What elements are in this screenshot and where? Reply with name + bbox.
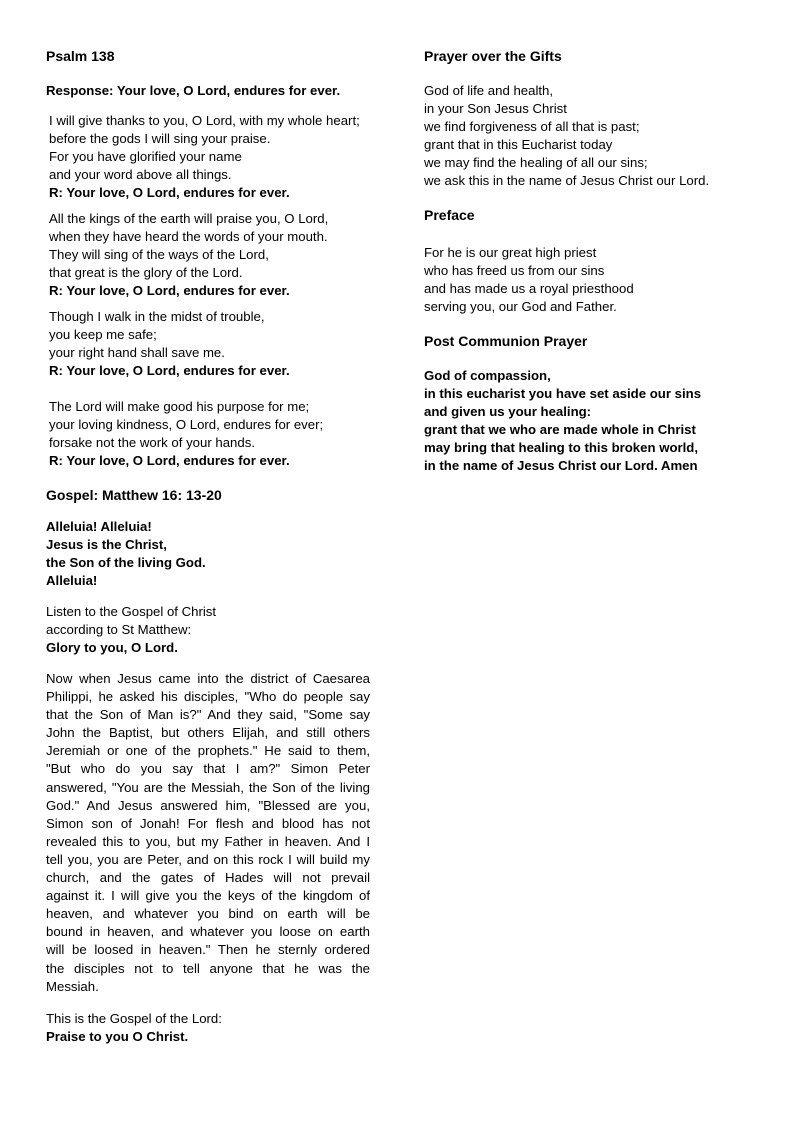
communion-line: God of compassion, xyxy=(424,368,551,383)
gifts-title: Prayer over the Gifts xyxy=(424,48,562,64)
communion-line: and given us your healing: xyxy=(424,404,592,419)
psalm-response: Response: Your love, O Lord, endures for ever. xyxy=(46,83,341,98)
psalm-title: Psalm 138 xyxy=(46,48,115,64)
psalm-line: you keep me safe; xyxy=(49,327,157,342)
communion-line: in the name of Jesus Christ our Lord. Amen xyxy=(424,458,698,473)
psalm-line: your right hand shall save me. xyxy=(49,345,225,360)
psalm-refrain: R: Your love, O Lord, endures for ever. xyxy=(49,185,290,200)
psalm-line: The Lord will make good his purpose for me; xyxy=(49,399,310,414)
psalm-line: All the kings of the earth will praise you, O Lord, xyxy=(49,211,329,226)
preface-text xyxy=(424,244,754,316)
left-column xyxy=(46,46,370,1046)
preface-line: and has made us a royal priesthood xyxy=(424,281,634,296)
psalm-line: that great is the glory of the Lord. xyxy=(49,265,243,280)
gospel-closing-response: Praise to you O Christ. xyxy=(46,1028,189,1044)
acclamation-line: Jesus is the Christ, xyxy=(46,537,167,552)
psalm-line: Though I walk in the midst of trouble, xyxy=(49,309,265,324)
reading-line: Now when Jesus came into the district of Caesarea xyxy=(46,671,370,686)
psalm-line: forsake not the work of your hands. xyxy=(49,435,255,450)
reading-line: answered, "You are the Messiah, the Son of the living xyxy=(46,779,370,795)
communion-line: may bring that healing to this broken world, xyxy=(424,440,699,455)
intro-response: Glory to you, O Lord. xyxy=(46,640,178,655)
prayer-line: we ask this in the name of Jesus Christ our Lord. xyxy=(424,173,710,188)
intro-line: Listen to the Gospel of Christ xyxy=(46,604,217,619)
preface-line: For he is our great high priest xyxy=(424,245,597,260)
preface-line: who has freed us from our sins xyxy=(424,263,605,278)
psalm-refrain: R: Your love, O Lord, endures for ever. xyxy=(49,363,290,378)
reading-line: heaven, and whatever you bind on earth will be xyxy=(46,906,370,922)
reading-line: revealed this to you, but my Father in heaven. And I xyxy=(46,833,370,849)
prayer-line: grant that in this Eucharist today xyxy=(424,137,613,152)
psalm-refrain: R: Your love, O Lord, endures for ever. xyxy=(49,283,290,298)
psalm-stanza-1 xyxy=(46,112,370,202)
psalm-stanza-2 xyxy=(46,210,370,300)
psalm-stanza-3 xyxy=(46,308,370,380)
psalm-refrain: R: Your love, O Lord, endures for ever. xyxy=(49,453,290,468)
psalm-line: and your word above all things. xyxy=(49,167,232,182)
gospel-reading xyxy=(46,670,370,996)
psalm-stanza-4 xyxy=(46,398,370,470)
gospel-closing: This is the Gospel of the Lord: xyxy=(46,1010,222,1026)
acclamation-line: Alleluia! xyxy=(46,573,98,588)
psalm-line: when they have heard the words of your mouth. xyxy=(49,229,328,244)
reading-line: will be loosed in heaven." Then he sternly ordered xyxy=(46,942,370,958)
right-column xyxy=(424,46,754,475)
gospel-acclamation xyxy=(46,518,370,590)
reading-line: Messiah. xyxy=(46,978,99,994)
communion-line: grant that we who are made whole in Christ xyxy=(424,422,696,437)
preface-line: serving you, our God and Father. xyxy=(424,299,617,314)
reading-line: Jeremiah or one of the prophets." He said to them, xyxy=(46,743,370,759)
acclamation-line: Alleluia! Alleluia! xyxy=(46,519,152,534)
gospel-title: Gospel: Matthew 16: 13-20 xyxy=(46,487,222,503)
reading-line: "But who do you say that I am?" Simon Peter xyxy=(46,761,370,777)
prayer-line: we may find the healing of all our sins; xyxy=(424,155,648,170)
reading-line: church, and the gates of Hades will not prevail xyxy=(46,870,370,886)
intro-line: according to St Matthew: xyxy=(46,622,192,637)
reading-line: tell you, you are Peter, and on this rock I will build my xyxy=(46,851,370,867)
reading-line: God." And Jesus answered him, "Blessed are you, xyxy=(46,797,370,813)
reading-line: that the Son of Man is?" And they said, "Some say xyxy=(46,707,370,723)
prayer-line: God of life and health, xyxy=(424,83,554,98)
gifts-prayer xyxy=(424,82,754,190)
prayer-line: in your Son Jesus Christ xyxy=(424,101,567,116)
communion-prayer xyxy=(424,367,754,475)
reading-line: against it. I will give you the keys of the kingdom of xyxy=(46,888,370,904)
communion-title: Post Communion Prayer xyxy=(424,333,588,349)
psalm-line: before the gods I will sing your praise. xyxy=(49,131,271,146)
reading-line: the disciples not to tell anyone that he was the xyxy=(46,960,370,976)
gospel-intro xyxy=(46,603,370,657)
psalm-line: your loving kindness, O Lord, endures for ever; xyxy=(49,417,324,432)
reading-line: John the Baptist, but others Elijah, and still others xyxy=(46,725,370,741)
preface-title: Preface xyxy=(424,207,475,223)
psalm-line: For you have glorified your name xyxy=(49,149,242,164)
acclamation-line: the Son of the living God. xyxy=(46,555,206,570)
psalm-line: They will sing of the ways of the Lord, xyxy=(49,247,269,262)
reading-line: Simon son of Jonah! For flesh and blood has not xyxy=(46,815,370,831)
psalm-line: I will give thanks to you, O Lord, with my whole heart; xyxy=(49,113,360,128)
prayer-line: we find forgiveness of all that is past; xyxy=(424,119,640,134)
reading-line: Philippi, he asked his disciples, "Who do people say xyxy=(46,689,370,705)
communion-line: in this eucharist you have set aside our sins xyxy=(424,386,702,401)
reading-line: bound in heaven, and whatever you loose on earth xyxy=(46,924,370,940)
